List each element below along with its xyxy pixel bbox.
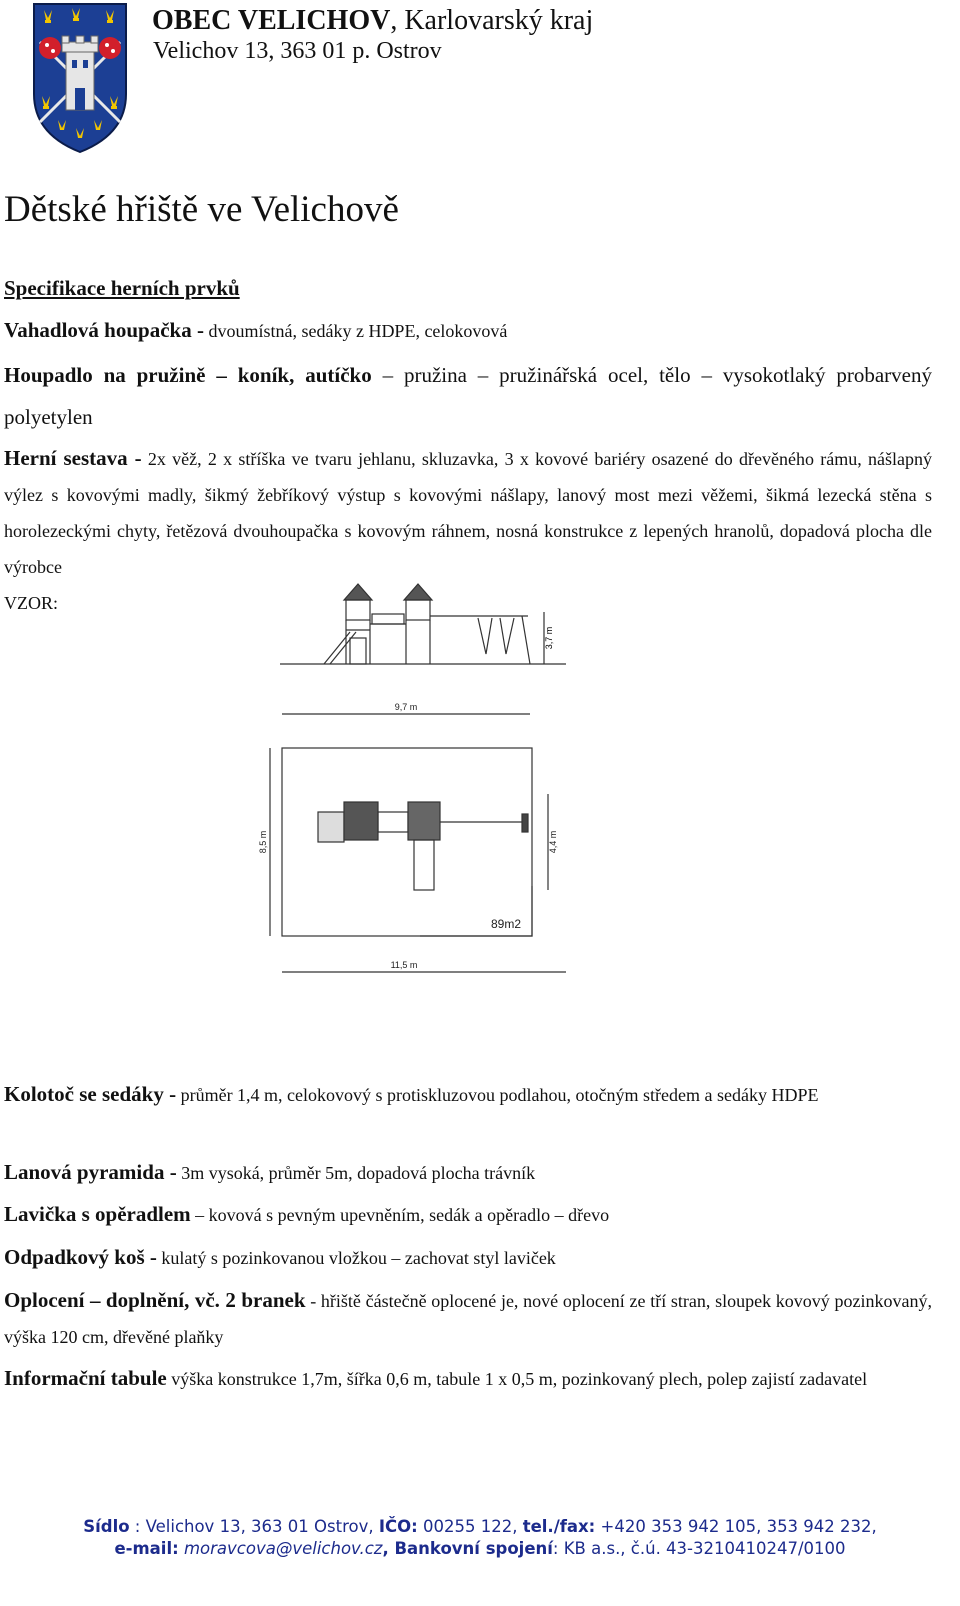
width-dimension-label: 9,7 m (394, 702, 418, 712)
spec-item-text: - hřiště částečně oplocené je, nové oplocení ze tří stran, sloupek kovový pozinkovaný, výška 120 cm, dřevěné plaňky (4, 1291, 932, 1347)
footer-bank-value: : KB a.s., č.ú. 43-3210410247/0100 (552, 1539, 846, 1558)
spec-item-name: Lavička s opěradlem (4, 1202, 191, 1226)
municipal-coat-of-arms (32, 2, 128, 154)
footer-seat-label: Sídlo (83, 1517, 130, 1536)
footer-seat-value: : Velichov 13, 363 01 Ostrov, (129, 1517, 379, 1536)
area-label: 89m2 (490, 917, 522, 931)
spec-item-name: Vahadlová houpačka - (4, 318, 204, 342)
footer-ico-label: IČO: (378, 1517, 418, 1536)
spec-item (4, 1154, 932, 1191)
spec-item (4, 440, 932, 585)
spec-item-text: 3m vysoká, průměr 5m, dopadová plocha trávník (176, 1163, 536, 1183)
municipality-name-bold: OBEC VELICHOV (152, 5, 391, 36)
spec-item-name: Houpadlo na pružině – koník, autíčko (4, 363, 372, 387)
spec-item (4, 1282, 932, 1355)
footer-email-link[interactable]: moravcova@velichov.cz (178, 1539, 383, 1558)
spec-item-name: Kolotoč se sedáky - (4, 1082, 177, 1106)
spec-heading-row (4, 270, 932, 307)
spec-item-name: Informační tabule (4, 1366, 167, 1390)
footer-email-label: e-mail: (114, 1539, 179, 1558)
spec-item-text: průměr 1,4 m, celokovový s protiskluzovou podlahou, otočným středem a sedáky HDPE (176, 1085, 819, 1105)
spec-item-text: 2x věž, 2 x stříška ve tvaru jehlanu, skluzavka, 3 x kovové bariéry osazené do dřevěného rámu, nášlapný výlez s kovovými madly, šikmý žebříkový výstup s kovovými nášlapy, lanový most mezi věžemi, šikmá lezecká stěna s horolezeckými chyty, řetězová dvouhoupačka s kovovým ráhnem, nosná konstrukce z lepených hranolů, dopadová plocha dle výrobce (4, 449, 932, 577)
height-dimension-label: 3,7 m (544, 626, 554, 650)
footer-tel-label: tel./fax: (522, 1517, 596, 1536)
spec-item (4, 1239, 932, 1276)
spec-item-text: – pružina – pružinářská ocel, tělo – vysokotlaký probarvený polyetylen (4, 363, 932, 429)
spec-item (4, 312, 932, 349)
footer-line-1 (0, 1516, 960, 1538)
spec-item-text: výška konstrukce 1,7m, šířka 0,6 m, tabule 1 x 0,5 m, pozinkovaný plech, polep zajistí zadavatel (166, 1369, 868, 1389)
letterhead-footer (0, 1516, 960, 1560)
footer-ico-value: 00255 122, (417, 1517, 523, 1536)
spec-item (4, 1360, 932, 1397)
spec-item-name: Lanová pyramida - (4, 1160, 177, 1184)
spec-item-name: Herní sestava - (4, 446, 142, 470)
depth-dimension-label: 8,5 m (258, 830, 268, 854)
inner-depth-dimension-label: 4,4 m (548, 830, 558, 854)
spec-heading: Specifikace herních prvků (4, 276, 240, 300)
footer-tel-value: +420 353 942 105, 353 942 232, (595, 1517, 877, 1536)
spec-item-text: kulatý s pozinkovanou vložkou – zachovat styl laviček (156, 1248, 556, 1268)
spec-item-name: Oplocení – doplnění, vč. 2 branek (4, 1288, 306, 1312)
total-width-dimension-label: 11,5 m (390, 960, 418, 970)
spec-item (4, 354, 932, 438)
playset-plan-drawing (200, 690, 584, 1010)
municipality-region: , Karlovarský kraj (390, 5, 594, 36)
footer-bank-label: , Bankovní spojení (382, 1539, 553, 1558)
spec-item-text: dvoumístná, sedáky z HDPE, celokovová (203, 321, 508, 341)
municipality-address: Velichov 13, 363 01 p. Ostrov (153, 38, 442, 64)
footer-line-2 (0, 1538, 960, 1560)
document-title: Dětské hřiště ve Velichově (4, 189, 399, 230)
playset-elevation-drawing (200, 582, 584, 684)
spec-item (4, 1076, 932, 1113)
spec-item-name: Odpadkový koš - (4, 1245, 157, 1269)
spec-item (4, 1196, 932, 1233)
sample-label: VZOR: (4, 593, 58, 613)
spec-item-text: – kovová s pevným upevněním, sedák a opěradlo – dřevo (190, 1205, 610, 1225)
municipality-name (152, 4, 593, 38)
